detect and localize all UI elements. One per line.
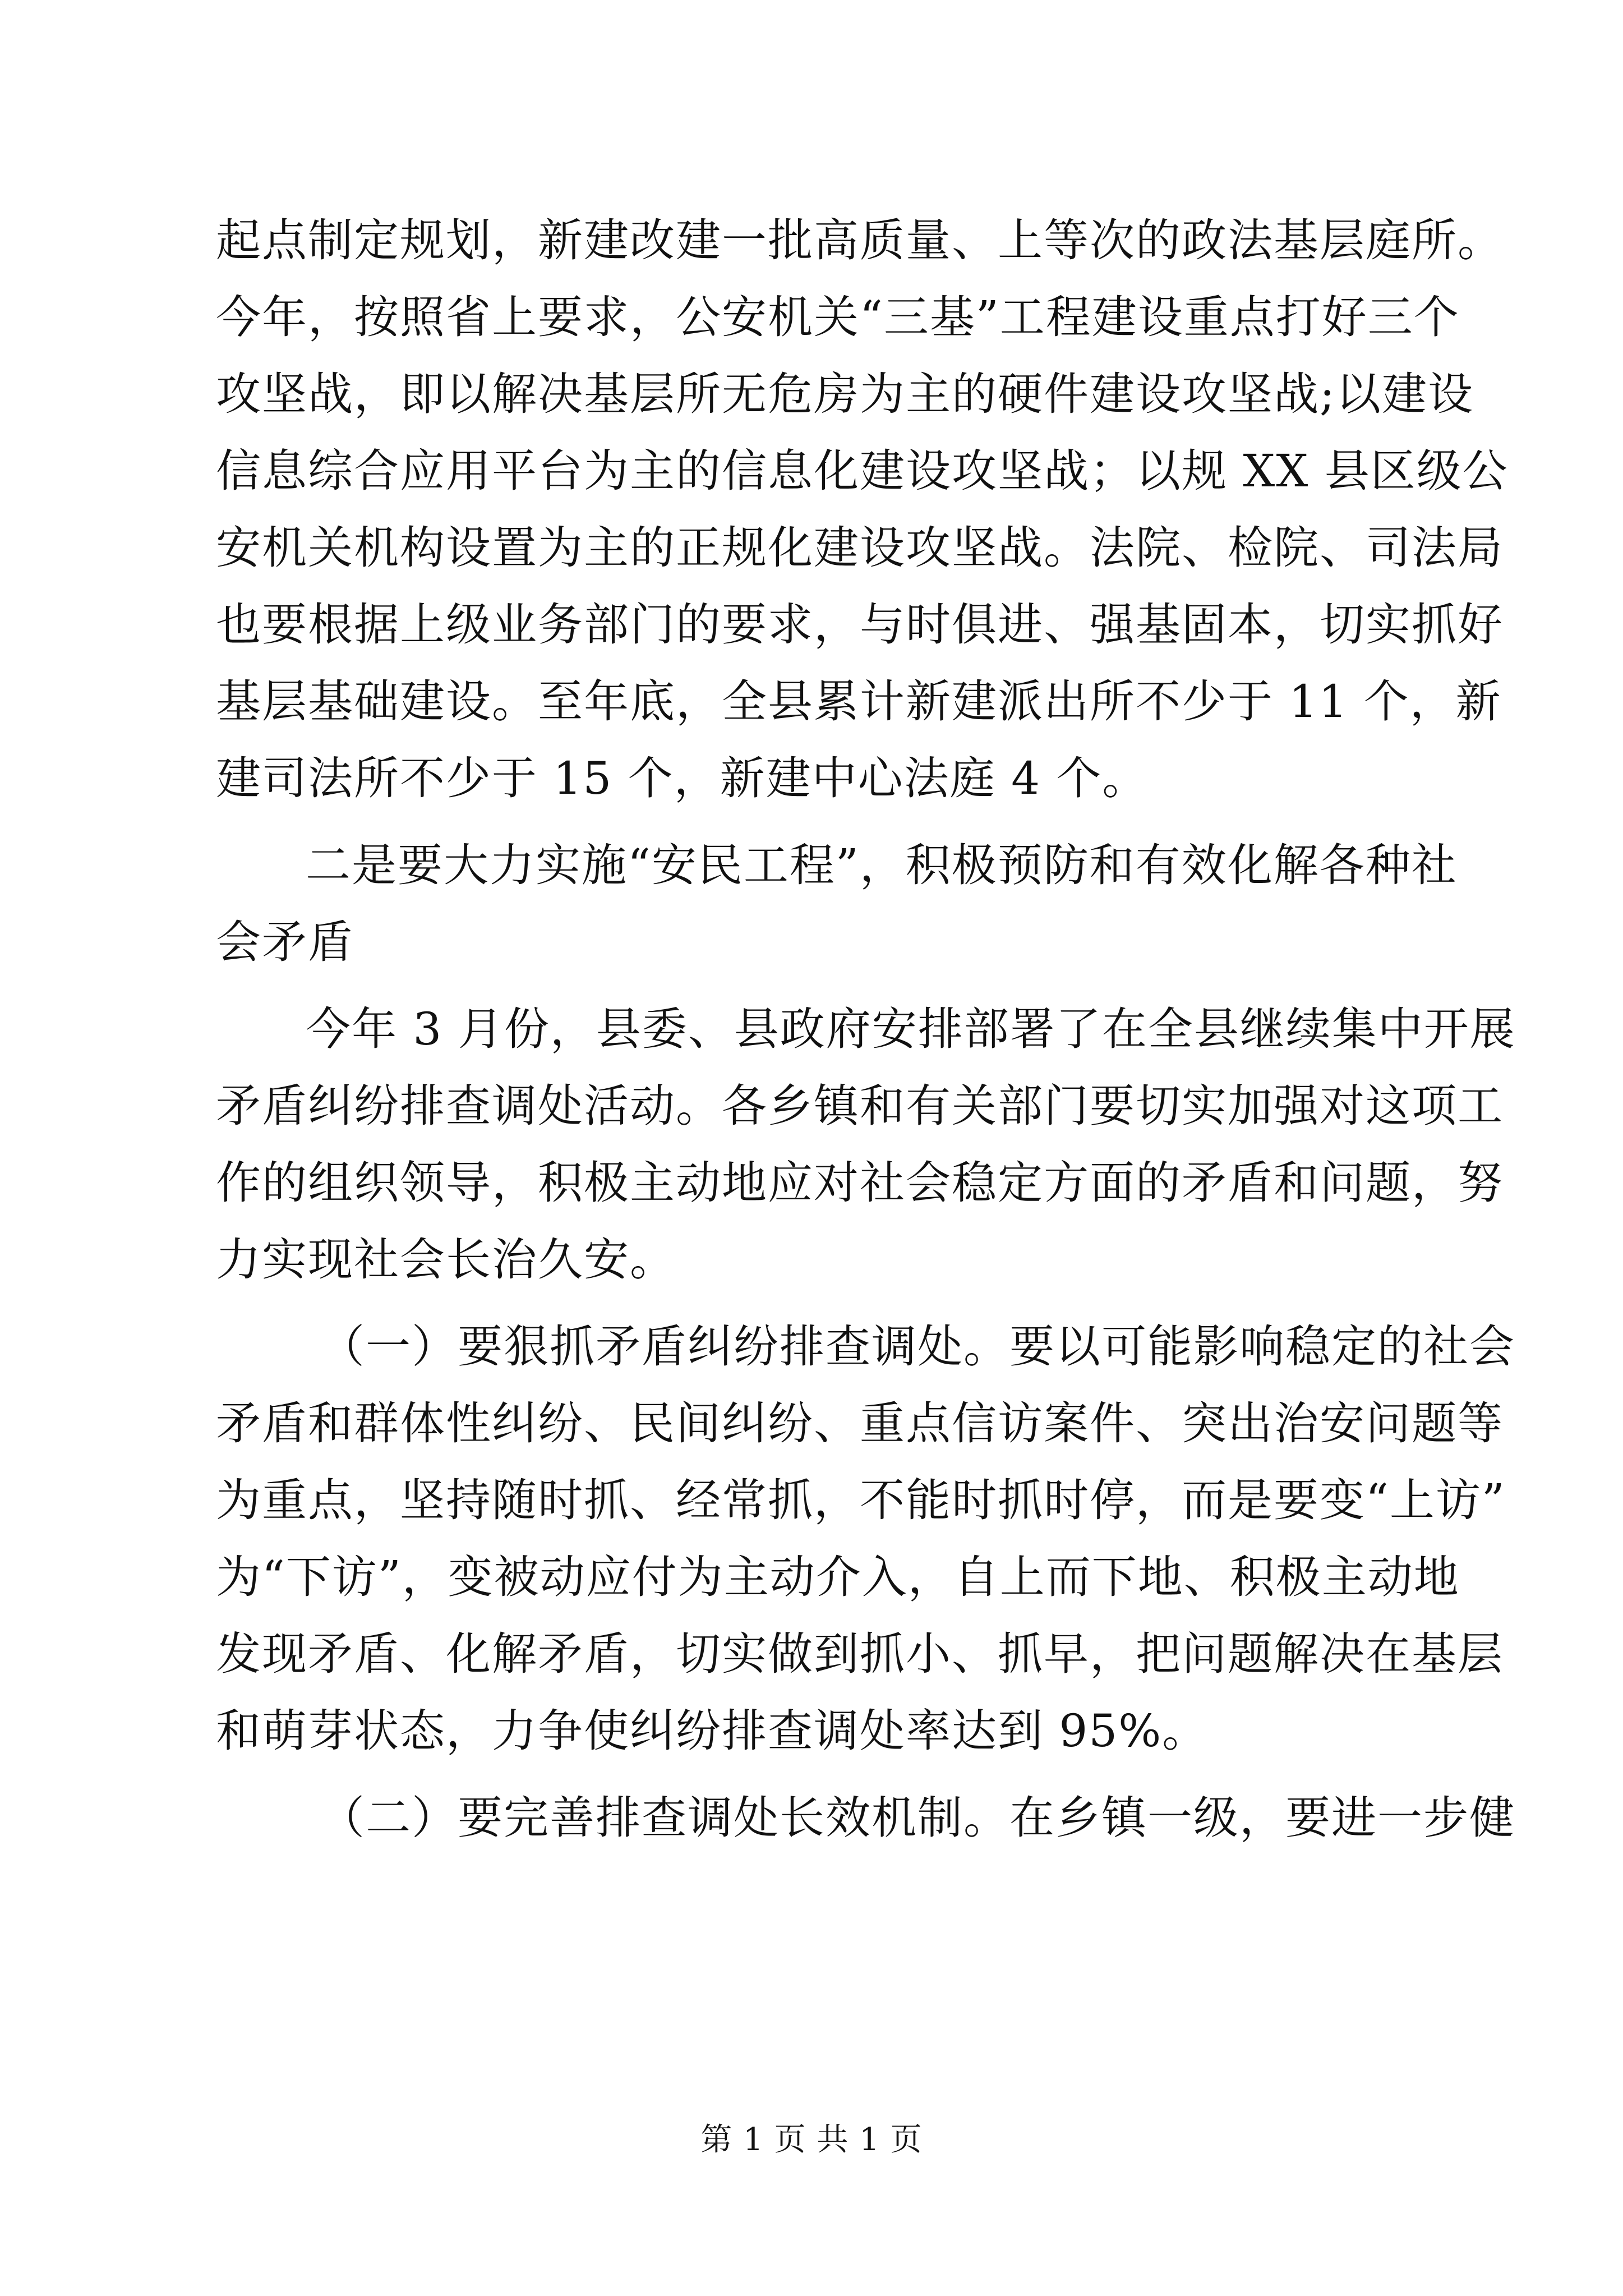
text-line: 信息综合应用平台为主的信息化建设攻坚战；以规 XX 县区级公 (216, 445, 1509, 497)
subsection-line: （一）要狠抓矛盾纠纷排查调处。要以可能影响稳定的社会 (320, 1320, 1515, 1373)
page-footer: 第 1 页 共 1 页 (700, 2122, 923, 2158)
text-line: 基层基础建设。至年底，全县累计新建派出所不少于 11 个，新 (216, 675, 1502, 728)
text-line: 为“下访”，变被动应付为主动介入，自上而下地、积极主动地 (216, 1551, 1460, 1603)
text-line: 今年 3 月份，县委、县政府安排部署了在全县继续集中开展 (306, 1003, 1516, 1055)
text-line: 矛盾和群体性纠纷、民间纠纷、重点信访案件、突出治安问题等 (216, 1397, 1504, 1450)
document-body (216, 202, 1516, 1856)
text-line: 今年，按照省上要求，公安机关“三基”工程建设重点打好三个 (216, 291, 1460, 343)
text-line: 攻坚战，即以解决基层所无危房为主的硬件建设攻坚战;以建设 (216, 368, 1474, 420)
text-line: 发现矛盾、化解矛盾，切实做到抓小、抓早，把问题解决在基层 (216, 1628, 1504, 1680)
text-line: 作的组织领导，积极主动地应对社会稳定方面的矛盾和问题，努 (216, 1157, 1504, 1209)
text-line: 力实现社会长治久安。 (216, 1234, 676, 1286)
text-line: 安机关机构设置为主的正规化建设攻坚战。法院、检院、司法局 (216, 522, 1504, 574)
text-line: 和萌芽状态，力争使纠纷排查调处率达到 95%。 (216, 1705, 1209, 1757)
text-line: 矛盾纠纷排查调处活动。各乡镇和有关部门要切实加强对这项工 (216, 1080, 1504, 1132)
section-heading-cont: 会矛盾 (216, 916, 354, 968)
text-line: 为重点，坚持随时抓、经常抓，不能时抓时停，而是要变“上访” (216, 1474, 1506, 1526)
section-heading: 二是要大力实施“安民工程”，积极预防和有效化解各种社 (306, 839, 1458, 891)
text-line: 起点制定规划，新建改建一批高质量、上等次的政法基层庭所。 (216, 214, 1504, 266)
subsection-line: （二）要完善排查调处长效机制。在乡镇一级，要进一步健 (320, 1792, 1515, 1844)
text-line: 建司法所不少于 15 个，新建中心法庭 4 个。 (216, 752, 1149, 804)
text-line: 也要根据上级业务部门的要求，与时俱进、强基固本，切实抓好 (216, 599, 1504, 651)
